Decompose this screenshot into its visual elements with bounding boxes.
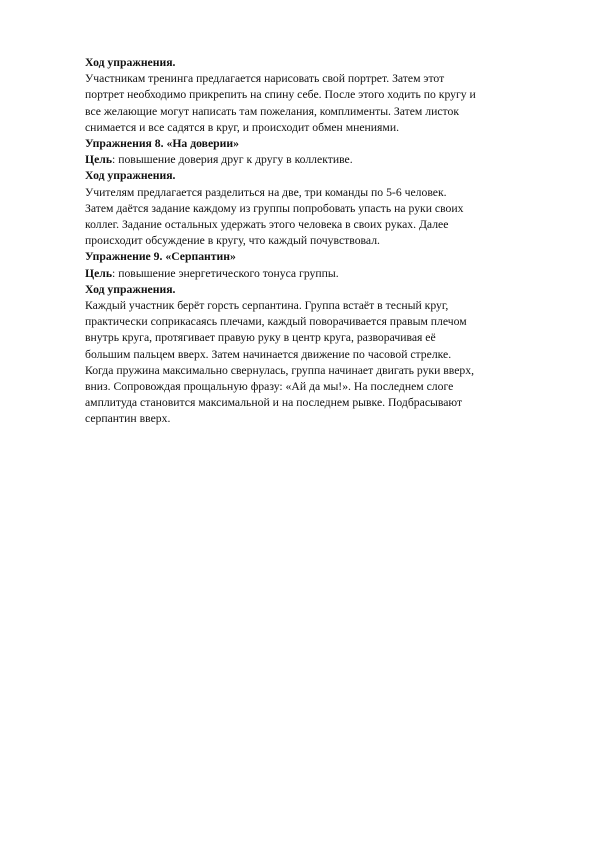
goal-text: : повышение энергетического тонуса группы. xyxy=(112,266,339,280)
paragraph-line: Каждый участник берёт горсть серпантина. Группа встаёт в тесный круг, xyxy=(85,299,449,313)
paragraph-line: коллег. Задание остальных удержать этого человека в своих руках. Далее xyxy=(85,218,449,232)
goal-line xyxy=(85,152,565,168)
paragraph-line: все желающие могут написать там пожелания, комплименты. Затем листок xyxy=(85,104,459,118)
paragraph-line: внутрь круга, протягивает правую руку в центр круга, разворачивая её xyxy=(85,331,436,345)
paragraph xyxy=(85,298,565,428)
exercise-title: Упражнение 9. «Серпантин» xyxy=(85,250,236,264)
paragraph-line: серпантин вверх. xyxy=(85,412,171,426)
paragraph-line: портрет необходимо прикрепить на спину себе. После этого ходить по кругу и xyxy=(85,88,476,102)
section-heading: Ход упражнения. xyxy=(85,56,176,69)
goal-line xyxy=(85,266,565,282)
paragraph-line: вниз. Сопровождая прощальную фразу: «Ай да мы!». На последнем слоге xyxy=(85,380,454,394)
goal-text: : повышение доверия друг к другу в коллективе. xyxy=(112,153,353,167)
paragraph-line: Когда пружина максимально свернулась, группа начинает двигать руки вверх, xyxy=(85,363,475,377)
paragraph-line: большим пальцем вверх. Затем начинается движение по часовой стрелке. xyxy=(85,347,452,361)
section-heading: Ход упражнения. xyxy=(85,282,176,296)
paragraph-line: практически соприкасаясь плечами, каждый поворачивается правым плечом xyxy=(85,315,467,329)
paragraph-line: снимается и все садятся в круг, и происходит обмен мнениями. xyxy=(85,120,400,134)
paragraph-line: амплитуда становится максимальной и на последнем рывке. Подбрасывают xyxy=(85,396,463,410)
paragraph-line: Затем даётся задание каждому из группы попробовать упасть на руки своих xyxy=(85,201,464,215)
paragraph-line: Участникам тренинга предлагается нарисовать свой портрет. Затем этот xyxy=(85,72,445,86)
goal-label: Цель xyxy=(85,266,113,280)
paragraph-line: Учителям предлагается разделиться на две, три команды по 5-6 человек. xyxy=(85,185,447,199)
document-page xyxy=(85,55,565,428)
section-heading: Ход упражнения. xyxy=(85,169,176,183)
paragraph xyxy=(85,185,565,250)
exercise-title: Упражнения 8. «На доверии» xyxy=(85,137,239,151)
paragraph xyxy=(85,71,565,136)
goal-label: Цель xyxy=(85,153,113,167)
paragraph-line: происходит обсуждение в кругу, что каждый почувствовал. xyxy=(85,234,380,248)
